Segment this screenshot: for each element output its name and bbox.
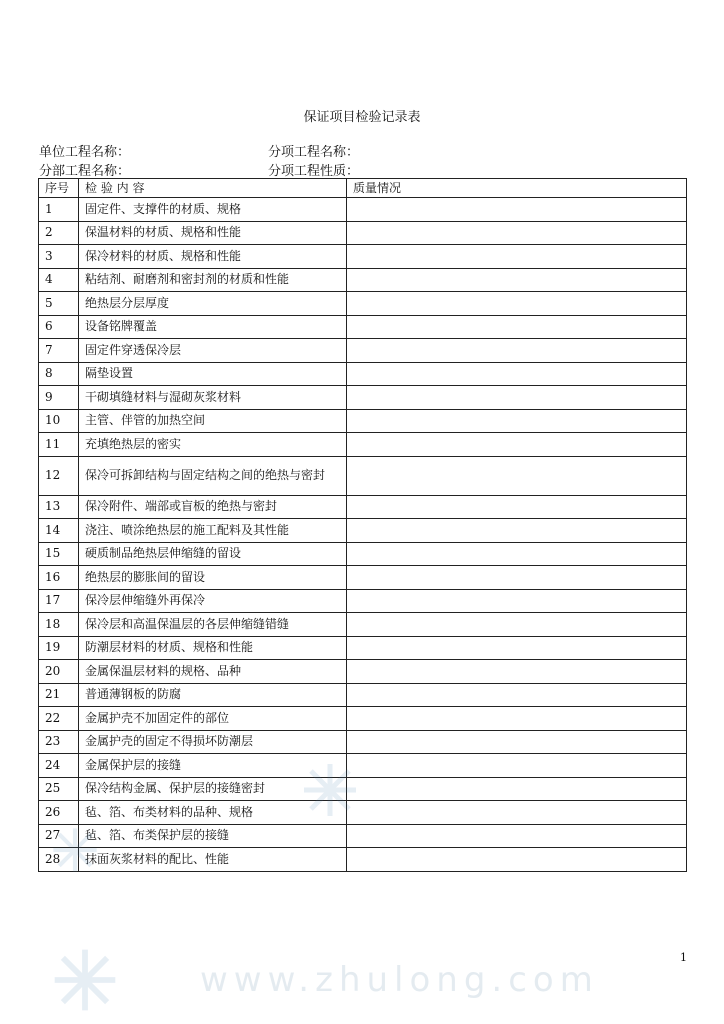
row-number: 15 [39, 542, 79, 566]
row-content: 干砌填缝材料与湿砌灰浆材料 [79, 386, 347, 410]
row-number: 13 [39, 495, 79, 519]
row-number: 1 [39, 198, 79, 222]
row-content: 抹面灰浆材料的配比、性能 [79, 848, 347, 872]
row-number: 28 [39, 848, 79, 872]
table-row [39, 636, 687, 660]
unit-project-label: 单位工程名称： [39, 145, 131, 160]
table-row [39, 245, 687, 269]
inspection-record-table [38, 178, 687, 872]
row-quality-cell [347, 362, 687, 386]
table-row [39, 824, 687, 848]
table-row [39, 362, 687, 386]
row-quality-cell [347, 801, 687, 825]
row-content: 保冷层伸缩缝外再保冷 [79, 589, 347, 613]
row-quality-cell [347, 292, 687, 316]
row-content: 保冷可拆卸结构与固定结构之间的绝热与密封 [79, 456, 347, 495]
row-number: 8 [39, 362, 79, 386]
row-number: 10 [39, 409, 79, 433]
row-number: 19 [39, 636, 79, 660]
row-content: 充填绝热层的密实 [79, 433, 347, 457]
header-content: 检 验 内 容 [79, 179, 347, 198]
row-quality-cell [347, 848, 687, 872]
table-row [39, 519, 687, 543]
row-content: 绝热层分层厚度 [79, 292, 347, 316]
row-number: 26 [39, 801, 79, 825]
row-content: 普通薄钢板的防腐 [79, 683, 347, 707]
row-number: 7 [39, 339, 79, 363]
table-header-row [39, 179, 687, 198]
row-quality-cell [347, 754, 687, 778]
table-row [39, 268, 687, 292]
row-number: 6 [39, 315, 79, 339]
row-number: 3 [39, 245, 79, 269]
table-row [39, 660, 687, 684]
table-row [39, 292, 687, 316]
row-number: 16 [39, 566, 79, 590]
table-row [39, 221, 687, 245]
row-number: 23 [39, 730, 79, 754]
header-no: 序号 [39, 179, 79, 198]
row-number: 21 [39, 683, 79, 707]
table-row [39, 315, 687, 339]
row-quality-cell [347, 495, 687, 519]
row-content: 保温材料的材质、规格和性能 [79, 221, 347, 245]
row-quality-cell [347, 409, 687, 433]
row-quality-cell [347, 824, 687, 848]
row-quality-cell [347, 339, 687, 363]
row-content: 固定件穿透保冷层 [79, 339, 347, 363]
row-number: 24 [39, 754, 79, 778]
row-quality-cell [347, 730, 687, 754]
table-row [39, 730, 687, 754]
table-row [39, 339, 687, 363]
row-content: 保冷层和高温保温层的各层伸缩缝错缝 [79, 613, 347, 637]
table-row [39, 386, 687, 410]
snowflake-logo-icon [50, 945, 120, 1015]
row-number: 12 [39, 456, 79, 495]
table-row [39, 777, 687, 801]
page-number: 1 [680, 951, 687, 964]
table-row [39, 495, 687, 519]
row-content: 隔垫设置 [79, 362, 347, 386]
row-number: 18 [39, 613, 79, 637]
table-row [39, 613, 687, 637]
snowflake-watermark-icon [50, 825, 100, 875]
row-content: 保冷结构金属、保护层的接缝密封 [79, 777, 347, 801]
table-row [39, 409, 687, 433]
table-row [39, 848, 687, 872]
table-row [39, 198, 687, 222]
row-quality-cell [347, 519, 687, 543]
row-number: 14 [39, 519, 79, 543]
row-quality-cell [347, 433, 687, 457]
row-content: 粘结剂、耐磨剂和密封剂的材质和性能 [79, 268, 347, 292]
table-row [39, 589, 687, 613]
row-content: 设备铭牌覆盖 [79, 315, 347, 339]
row-content: 硬质制品绝热层伸缩缝的留设 [79, 542, 347, 566]
row-number: 9 [39, 386, 79, 410]
row-quality-cell [347, 245, 687, 269]
table-row [39, 801, 687, 825]
row-content: 金属保护层的接缝 [79, 754, 347, 778]
row-quality-cell [347, 777, 687, 801]
table-row [39, 456, 687, 495]
row-content: 毡、箔、布类材料的品种、规格 [79, 801, 347, 825]
table-row [39, 683, 687, 707]
row-quality-cell [347, 707, 687, 731]
row-quality-cell [347, 636, 687, 660]
row-quality-cell [347, 386, 687, 410]
row-content: 防潮层材料的材质、规格和性能 [79, 636, 347, 660]
row-content: 金属护壳的固定不得损坏防潮层 [79, 730, 347, 754]
row-content: 毡、箔、布类保护层的接缝 [79, 824, 347, 848]
row-number: 27 [39, 824, 79, 848]
sub-item-project-label: 分项工程名称： [268, 145, 360, 160]
table-row [39, 566, 687, 590]
row-number: 22 [39, 707, 79, 731]
row-quality-cell [347, 589, 687, 613]
table-row [39, 707, 687, 731]
row-quality-cell [347, 566, 687, 590]
row-number: 20 [39, 660, 79, 684]
division-project-label: 分部工程名称： [39, 164, 131, 179]
row-quality-cell [347, 221, 687, 245]
row-quality-cell [347, 660, 687, 684]
header-quality: 质量情况 [347, 179, 687, 198]
row-number: 25 [39, 777, 79, 801]
row-number: 17 [39, 589, 79, 613]
row-quality-cell [347, 198, 687, 222]
table-row [39, 542, 687, 566]
row-content: 绝热层的膨胀间的留设 [79, 566, 347, 590]
row-number: 11 [39, 433, 79, 457]
row-number: 5 [39, 292, 79, 316]
row-quality-cell [347, 683, 687, 707]
row-content: 浇注、喷涂绝热层的施工配料及其性能 [79, 519, 347, 543]
table-row [39, 433, 687, 457]
row-number: 4 [39, 268, 79, 292]
row-quality-cell [347, 613, 687, 637]
row-quality-cell [347, 456, 687, 495]
row-quality-cell [347, 542, 687, 566]
row-number: 2 [39, 221, 79, 245]
sub-item-nature-label: 分项工程性质： [268, 164, 360, 179]
row-quality-cell [347, 315, 687, 339]
row-quality-cell [347, 268, 687, 292]
row-content: 保冷材料的材质、规格和性能 [79, 245, 347, 269]
row-content: 主管、伴管的加热空间 [79, 409, 347, 433]
row-content: 保冷附件、端部或盲板的绝热与密封 [79, 495, 347, 519]
row-content: 金属保温层材料的规格、品种 [79, 660, 347, 684]
snowflake-watermark-icon [300, 760, 360, 820]
row-content: 固定件、支撑件的材质、规格 [79, 198, 347, 222]
page-title: 保证项目检验记录表 [303, 110, 421, 125]
table-row [39, 754, 687, 778]
row-content: 金属护壳不加固定件的部位 [79, 707, 347, 731]
watermark-text: www.zhulong.com [200, 960, 599, 1000]
